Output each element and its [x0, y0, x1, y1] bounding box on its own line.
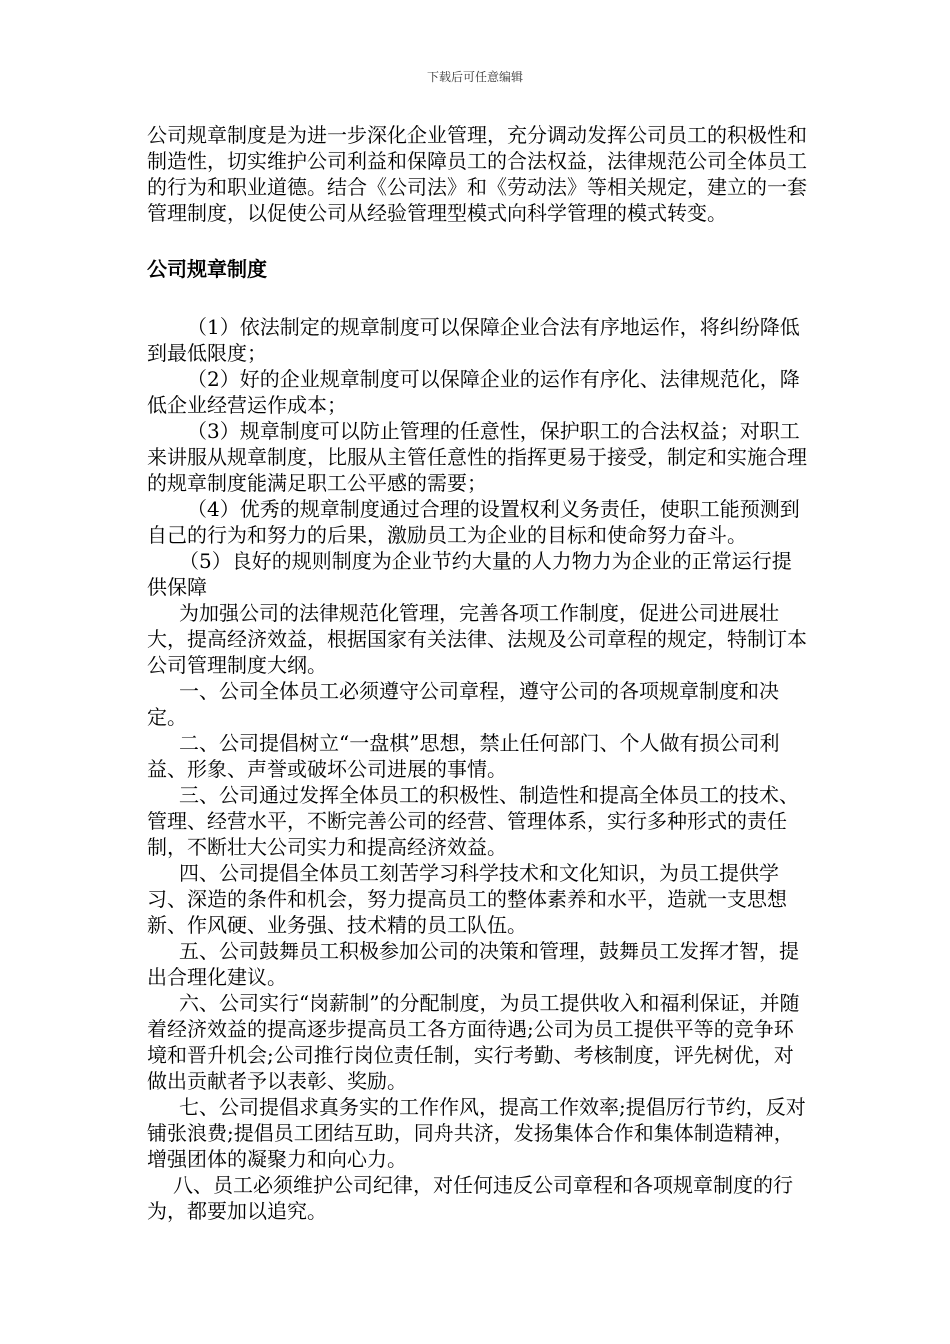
article-4: 四、公司提倡全体员工刻苦学习科学技术和文化知识，为员工提供学习、深造的条件和机会，努力提高员工的整体素养和水平，造就一支思想新、作风硬、业务强、技术精的员工队伍。 — [147, 861, 787, 937]
point-1: （1）依法制定的规章制度可以保障企业合法有序地运作，将纠纷降低到最低限度； — [147, 315, 800, 365]
article-6: 六、公司实行“岗薪制”的分配制度，为员工提供收入和福利保证，并随着经济效益的提高逐步提高员工各方面待遇;公司为员工提供平等的竞争环境和晋升机会;公司推行岗位责任制，实行考勤、考核制度，评先树优，对做出贡献者予以表彰、奖励。 — [147, 991, 800, 1093]
point-5: （5）良好的规则制度为企业节约大量的人力物力为企业的正常运行提供保障 — [147, 549, 792, 599]
article-8: 八、员工必须维护公司纪律，对任何违反公司章程和各项规章制度的行为，都要加以追究。 — [147, 1173, 793, 1223]
intro-paragraph: 公司规章制度是为进一步深化企业管理，充分调动发挥公司员工的积极性和制造性，切实维护公司利益和保障员工的合法权益，法律规范公司全体员工的行为和职业道德。结合《公司法》和《劳动法》等相关规定，建立的一套管理制度，以促使公司从经验管理型模式向科学管理的模式转变。 — [147, 123, 807, 225]
point-4: （4）优秀的规章制度通过合理的设置权利义务责任，使职工能预测到自己的行为和努力的后果，激励员工为企业的目标和使命努力奋斗。 — [147, 497, 800, 547]
point-2: （2）好的企业规章制度可以保障企业的运作有序化、法律规范化，降低企业经营运作成本； — [147, 367, 800, 417]
article-7: 七、公司提倡求真务实的工作作风，提高工作效率;提倡厉行节约，反对铺张浪费;提倡员工团结互助，同舟共济，发扬集体合作和集体制造精神，增强团体的凝聚力和向心力。 — [147, 1095, 806, 1171]
article-1: 一、公司全体员工必须遵守公司章程，遵守公司的各项规章制度和决定。 — [147, 679, 779, 729]
point-3: （3）规章制度可以防止管理的任意性，保护职工的合法权益；对职工来讲服从规章制度，比服从主管任意性的指挥更易于接受，制定和实施合理的规章制度能满足职工公平感的需要； — [147, 419, 807, 495]
section-title: 公司规章制度 — [147, 257, 267, 281]
article-5: 五、公司鼓舞员工积极参加公司的决策和管理，鼓舞员工发挥才智，提出合理化建议。 — [147, 939, 799, 989]
article-3: 三、公司通过发挥全体员工的积极性、制造性和提高全体员工的技术、管理、经营水平，不断完善公司的经营、管理体系，实行多种形式的责任制，不断壮大公司实力和提高经济效益。 — [147, 783, 799, 859]
page-header: 下载后可任意编辑 — [426, 70, 523, 84]
preamble-paragraph: 为加强公司的法律规范化管理，完善各项工作制度，促进公司进展壮大，提高经济效益，根据国家有关法律、法规及公司章程的规定，特制订本公司管理制度大纲。 — [147, 601, 807, 677]
article-2: 二、公司提倡树立“一盘棋”思想，禁止任何部门、个人做有损公司利益、形象、声誉或破坏公司进展的事情。 — [147, 731, 780, 781]
document-body — [147, 122, 809, 1224]
